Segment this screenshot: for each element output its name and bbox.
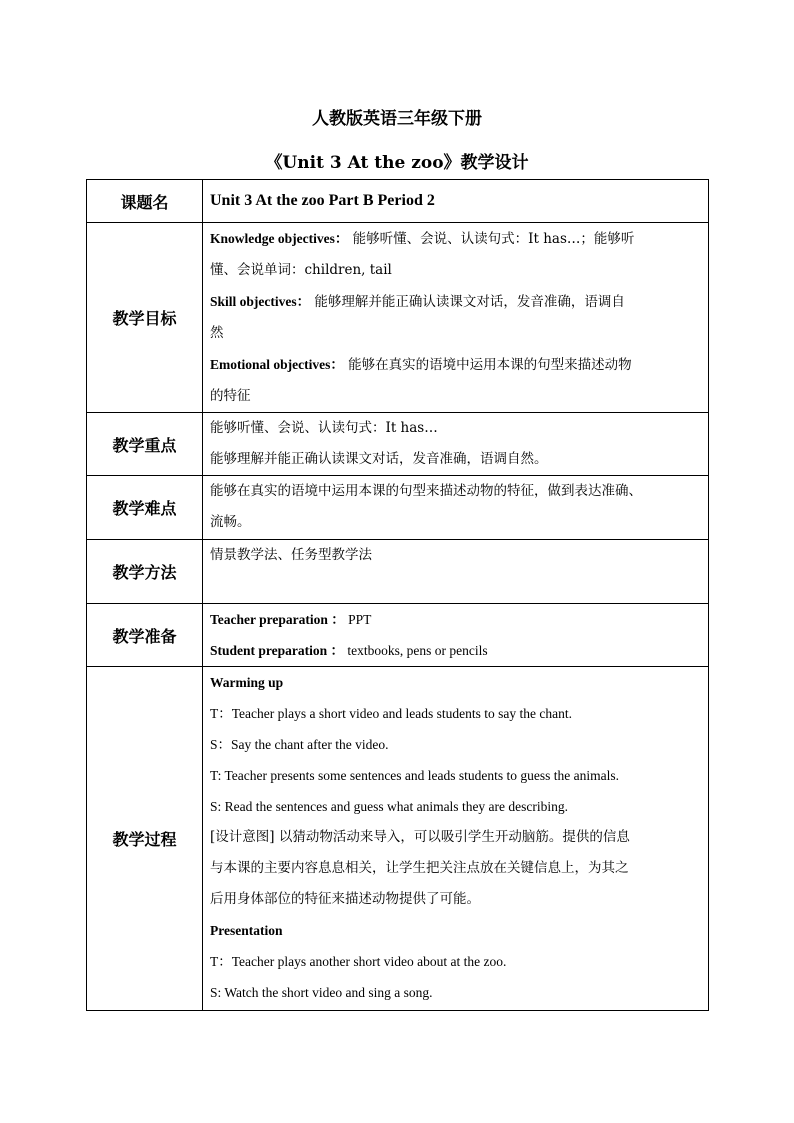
student-prep-value: textbooks, pens or pencils <box>347 643 488 658</box>
value-key-points <box>203 413 709 476</box>
label-topic: 课题名 <box>87 180 203 223</box>
label-objectives: 教学目标 <box>87 223 203 413</box>
lesson-plan-table <box>86 179 709 1011</box>
label-methods: 教学方法 <box>87 540 203 604</box>
topic-text: Unit 3 At the zoo Part B Period 2 <box>210 192 435 209</box>
row-preparation <box>87 604 709 667</box>
emotional-text-1: 能够在真实的语境中运用本课的句型来描述动物 <box>348 357 632 373</box>
methods-line-1: 情景教学法、任务型教学法 <box>210 547 372 563</box>
warming-line-3: T: Teacher presents some sentences and leads students to guess the animals. <box>210 768 620 783</box>
warming-line-1: T：Teacher plays a short video and leads students to say the chant. <box>210 706 572 721</box>
warming-line-4: S: Read the sentences and guess what animals they are describing. <box>210 799 569 814</box>
label-key-points: 教学重点 <box>87 413 203 476</box>
knowledge-text-1: 能够听懂、会说、认读句式：It has…；能够听 <box>352 231 635 247</box>
key-points-line-1: 能够听懂、会说、认读句式：It has… <box>210 420 438 436</box>
design-intent-1: [设计意图] 以猜动物活动来导入，可以吸引学生开动脑筋。提供的信息 <box>210 829 630 845</box>
row-process <box>87 667 709 1011</box>
row-objectives <box>87 223 709 413</box>
row-key-points <box>87 413 709 476</box>
emotional-text-2: 的特征 <box>210 388 251 404</box>
warming-line-2: S：Say the chant after the video. <box>210 737 389 752</box>
knowledge-label: Knowledge objectives： <box>210 231 349 246</box>
presentation-line-2: S: Watch the short video and sing a song. <box>210 985 433 1000</box>
presentation-line-1: T：Teacher plays another short video about at the zoo. <box>210 954 507 969</box>
teacher-prep-value: PPT <box>348 612 372 627</box>
row-topic <box>87 180 709 223</box>
teacher-prep-label: Teacher preparation ： <box>210 612 345 627</box>
skill-text-1: 能够理解并能正确认读课文对话，发音准确，语调自 <box>314 294 625 310</box>
emotional-label: Emotional objectives： <box>210 357 344 372</box>
document-title: 人教版英语三年级下册 <box>312 109 482 129</box>
knowledge-text-2: 懂、会说单词：children, tail <box>210 262 392 278</box>
design-intent-2: 与本课的主要内容息息相关，让学生把关注点放在关键信息上，为其之 <box>210 860 629 876</box>
difficulties-line-1: 能够在真实的语境中运用本课的句型来描述动物的特征，做到表达准确、 <box>210 483 642 499</box>
value-methods <box>203 540 709 604</box>
label-preparation: 教学准备 <box>87 604 203 667</box>
row-methods <box>87 540 709 604</box>
value-difficulties <box>203 476 709 540</box>
key-points-line-2: 能够理解并能正确认读课文对话，发音准确，语调自然。 <box>210 451 548 467</box>
value-topic <box>203 180 709 223</box>
value-objectives <box>203 223 709 413</box>
skill-label: Skill objectives： <box>210 294 311 309</box>
label-process: 教学过程 <box>87 667 203 1011</box>
value-preparation <box>203 604 709 667</box>
design-intent-3: 后用身体部位的特征来描述动物提供了可能。 <box>210 891 480 907</box>
value-process <box>203 667 709 1011</box>
document-subtitle: 《Unit 3 At the zoo》教学设计 <box>265 153 529 173</box>
warming-up-title: Warming up <box>210 675 284 690</box>
presentation-title: Presentation <box>210 923 283 938</box>
row-difficulties <box>87 476 709 540</box>
student-prep-label: Student preparation ： <box>210 643 345 658</box>
skill-text-2: 然 <box>210 325 224 341</box>
difficulties-line-2: 流畅。 <box>210 514 251 530</box>
label-difficulties: 教学难点 <box>87 476 203 540</box>
